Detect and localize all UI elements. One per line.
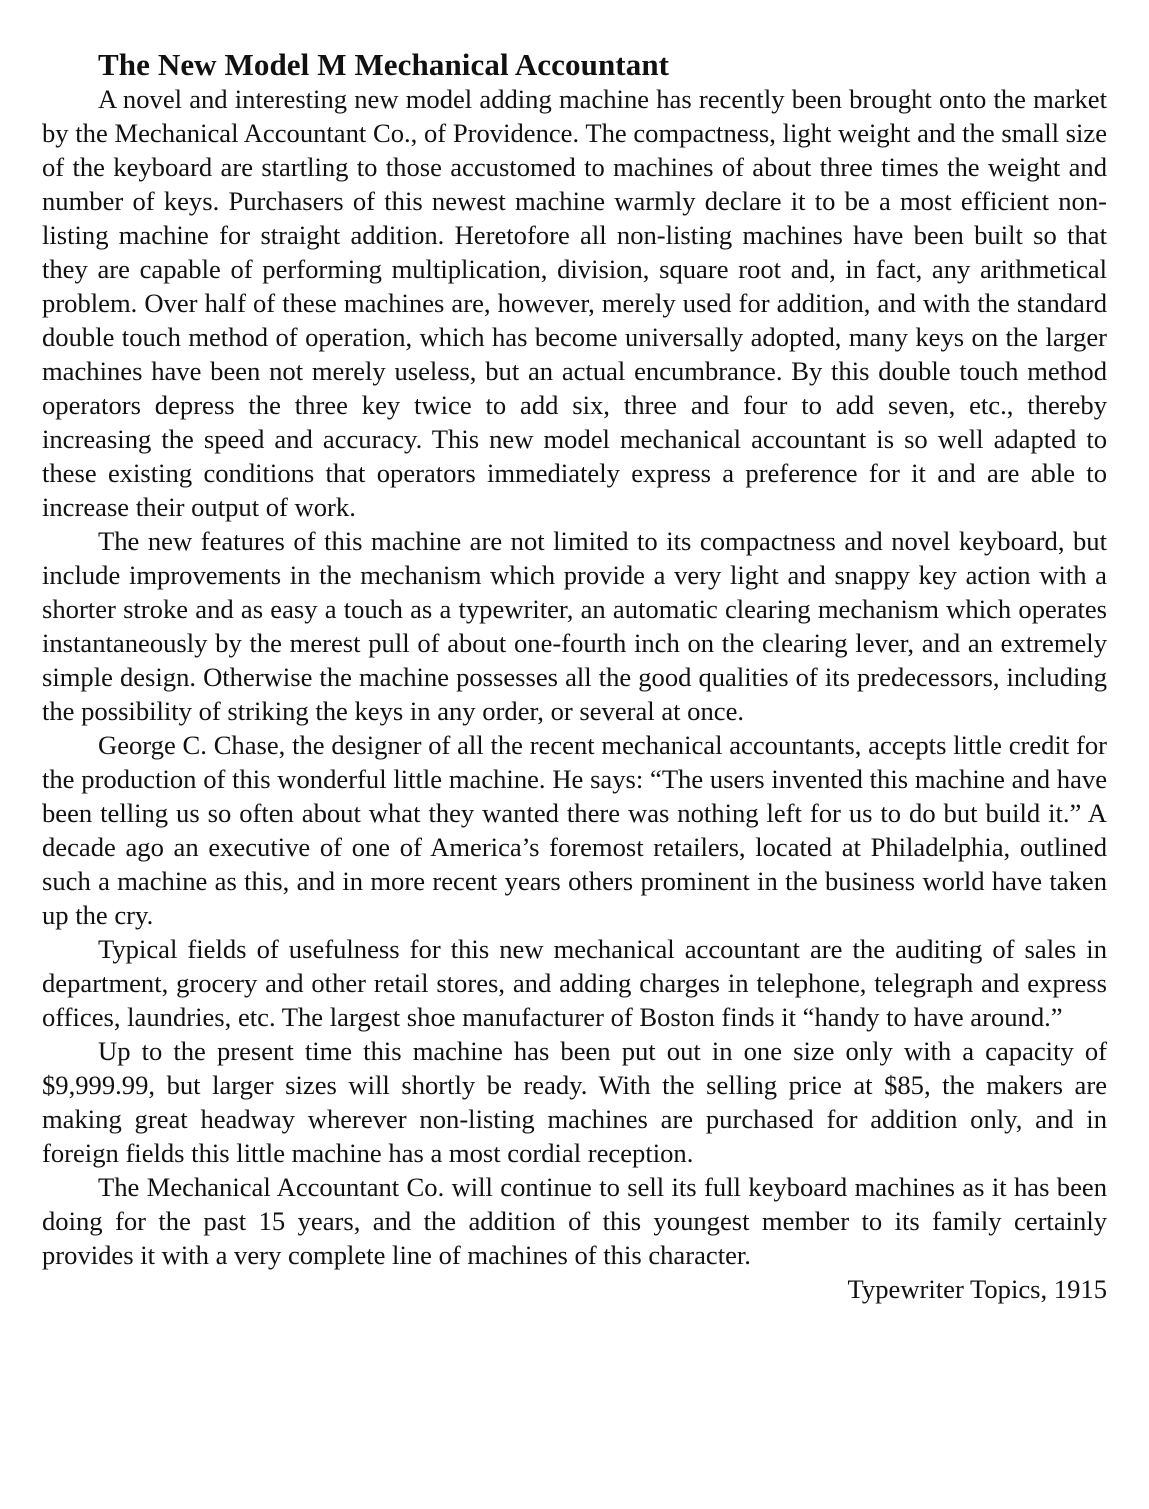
paragraph-4: Typical fields of usefulness for this new mechanical accountant are the auditing of sales in department, grocery and other retail stores, and adding charges in telephone, telegraph and express offices, laundries, etc. The largest shoe manufacturer of Boston finds it “handy to have around.” (42, 934, 1107, 1032)
paragraph-6: The Mechanical Accountant Co. will continue to sell its full keyboard machines as it has been doing for the past 15 years, and the addition of this youngest member to its family certainly provides it with a very complete line of machines of this character. (42, 1172, 1107, 1270)
paragraph-5: Up to the present time this machine has been put out in one size only with a capacity of $9,999.99, but larger sizes will shortly be ready. With the selling price at $85, the makers are making great headway wherever non-listing machines are purchased for addition only, and in foreign fields this little machine has a most cordial reception. (42, 1036, 1107, 1168)
document-page (42, 48, 1107, 1306)
article-title: The New Model M Mechanical Accountant (98, 47, 670, 82)
paragraph-2: The new features of this machine are not limited to its compactness and novel keyboard, but include improvements in the mechanism which provide a very light and snappy key action with a shorter stroke and as easy a touch as a typewriter, an automatic clearing mechanism which operates instantaneously by the merest pull of about one-fourth inch on the clearing lever, and an extremely simple design. Otherwise the machine possesses all the good qualities of its predecessors, including the possibility of striking the keys in any order, or several at once. (42, 526, 1107, 726)
source-citation: Typewriter Topics, 1915 (847, 1274, 1107, 1304)
paragraph-1: A novel and interesting new model adding machine has recently been brought onto the market by the Mechanical Accountant Co., of Providence. The compactness, light weight and the small size of the keyboard are startling to those accustomed to machines of about three times the weight and number of keys. Purchasers of this newest machine warmly declare it to be a most efficient non-listing machine for straight addition. Heretofore all non-listing machines have been built so that they are capable of performing multiplication, division, square root and, in fact, any arithmetical problem. Over half of these machines are, however, merely used for addition, and with the standard double touch method of operation, which has become universally adopted, many keys on the larger machines have been not merely useless, but an actual encumbrance. By this double touch method operators depress the three key twice to add six, three and four to add seven, etc., thereby increasing the speed and accuracy. This new model mechanical accountant is so well adapted to these existing conditions that operators immediately express a preference for it and are able to increase their output of work. (42, 84, 1107, 522)
paragraph-3: George C. Chase, the designer of all the recent mechanical accountants, accepts little credit for the production of this wonderful little machine. He says: “The users invented this machine and have been telling us so often about what they wanted there was nothing left for us to do but build it.” A decade ago an executive of one of America’s foremost retailers, located at Philadelphia, outlined such a machine as this, and in more recent years others prominent in the business world have taken up the cry. (42, 730, 1107, 930)
